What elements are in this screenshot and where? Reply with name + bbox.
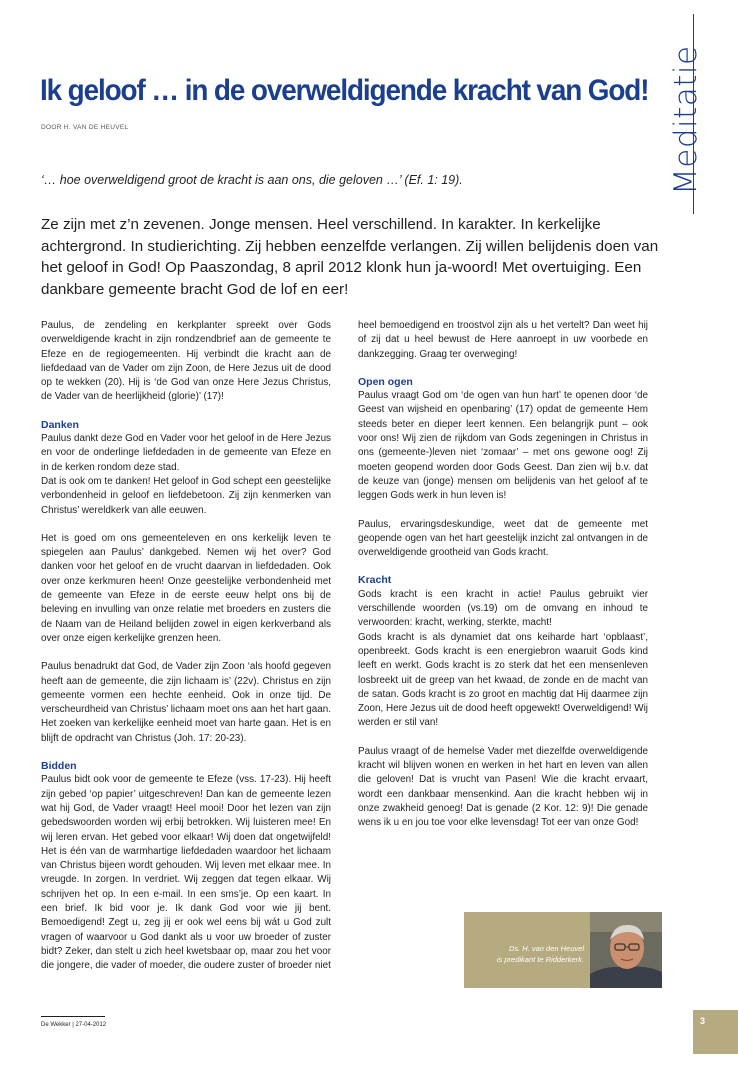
photo-caption-line: is predikant te Ridderkerk. <box>496 954 584 964</box>
paragraph: Gods kracht is een kracht in actie! Paulus gebruikt vier verschillende woorden (vs.19) om de omvang en inhoud te verwoorden: kracht, werking, sterkte, macht! <box>358 588 648 629</box>
heading-danken: Danken <box>41 418 79 431</box>
footer-rule <box>41 1016 105 1017</box>
section-label: Meditatie <box>668 45 704 195</box>
footer-publication: De Wekker | 27-04-2012 <box>41 1022 107 1028</box>
paragraph: Paulus vraagt of de hemelse Vader met diezelfde overweldigende kracht wil blijven wonen en werken in het hart en leven van allen die geloven! Dat is vrucht van Pasen! Wie die kracht ervaart, wordt een dankbaar mensenkind. Aan die kracht hebben wij in onze zwakheid genoeg! Dat is genade (2 Kor. 12: 9)! Die genade wens ik u en jou toe voor elke levensdag! Tot eer van onze God! <box>358 745 648 829</box>
article-title: Ik geloof … in de overweldigende kracht van God! <box>40 74 649 107</box>
portrait-image <box>590 912 662 988</box>
heading-open-ogen: Open ogen <box>358 375 413 388</box>
paragraph: Paulus, ervaringsdeskundige, weet dat de gemeente met geopende ogen van het hart geestelijk inzicht zal ontvangen in de overweldigende grootheid van Gods kracht. <box>358 518 648 559</box>
heading-kracht: Kracht <box>358 574 392 587</box>
left-column <box>41 319 331 973</box>
article-byline: DOOR H. VAN DE HEUVEL <box>41 124 129 131</box>
page-number: 3 <box>700 1016 706 1026</box>
paragraph: Paulus vraagt God om ‘de ogen van hun hart’ te openen door ‘de Geest van wijsheid en openbaring’ (17) opdat de gemeente Hem steeds beter en dieper leert kennen. Een belangrijk punt – ook voor ons! Wij zien de rijkdom van Gods zegeningen in Christus in ons (gemeente-)leven niet ‘zomaar’ – met ons gewone oog! Zij moeten geopend worden door Gods Geest. Dan zien wij b.v. dat de keuze van (jonge) mensen om belijdenis van het geloof af te leggen Gods werk in hun leven is! <box>358 390 648 502</box>
bible-verse: ‘… hoe overweldigend groot de kracht is aan ons, die geloven …’ (Ef. 1: 19). <box>41 173 463 187</box>
paragraph: Paulus, de zendeling en kerkplanter spreekt over Gods overweldigende kracht in zijn rondzendbrief aan de gemeente te Efeze en de regiogemeenten. Hij verbindt die kracht aan de liefdedaad van de Vader om zijn Zoon, de Here Jezus uit de dood op te wekken (20). Hij is ‘de God van onze Here Jezus Christus, de Vader van de heerlijkheid (glorie)’ (17)! <box>41 320 331 403</box>
photo-caption <box>466 944 584 965</box>
paragraph: Paulus dankt deze God en Vader voor het geloof in de Here Jezus en voor de onderlinge liefdedaden in de gemeente van Efeze en in de kerken rondom deze stad. <box>41 433 331 473</box>
paragraph: Paulus bidt ook voor de gemeente te Efeze (vss. 17-23). Hij heeft zijn gebed ‘op papier’ uitgeschreven! Dan kan de gemeente lezen wat hij God, de Vader vraagt! Heel mooi! Door het lezen van zijn gebedswoorden worden wij erbij betrokken. Wij luisteren mee! En wij leren ervan. Het gebed voor elkaar! Wij doen dat ongetwijfeld! Het is één van de warmhartige liefdedaden waardoor het lichaam van Christus bijeen wordt gehouden. Wij leven met elkaar mee. In vreugde. In zorgen. In verdriet. Wij zeggen dat tegen elkaar. Wij schrijven het op. In een e-mail. In een sms’je. Op een kaart. In een brief. Ik bid voor je. Ik dank God voor wie jij bent. Bemoedigend! Zegt u, zeg jij er ook wel eens bij wát u God zult vragen of waarvoor u God dankt als u voor uw broeder of zuster bidt? Zeker, dan stelt u zich heel kwetsbaar op, maar zou het voor die jongere, die vader of moeder, die oudere zuster of broeder niet <box>41 774 331 972</box>
paragraph: Het is goed om ons gemeenteleven en ons kerkelijk leven te spiegelen aan Paulus’ dankgebed. Nemen wij het over? God danken voor het geloof en de vrucht daarvan in liefdedaden. Ook over onze kerkmuren heen! Onze geestelijke verbondenheid met de gemeente van Efeze in de eerste eeuw helpt ons bij de beleving en invulling van onze relatie met broeders en zusters die de Naam van de Heiland belijden zowel in eigen kerkverband als over onze eigen kerkelijke grenzen heen. <box>41 532 331 644</box>
paragraph: Gods kracht is als dynamiet dat ons keiharde hart ‘opblaast’, openbreekt. Gods kracht is een energiebron waaruit Gods kind leeft en werkt. Gods kracht is zo sterk dat het een mensenleven losbreekt uit de greep van het kwaad, de zonde en de macht van de satan. Gods kracht is zo groot en machtig dat Hij daarmee zijn Zoon, Here Jezus uit de dood heeft opgewekt! Overweldigend! Wij werden er stil van! <box>358 631 648 729</box>
right-column <box>358 319 648 831</box>
heading-bidden: Bidden <box>41 760 77 773</box>
paragraph: Dat is ook om te danken! Het geloof in God schept een geestelijke verbondenheid in geloof en liefdebetoon. Zij zijn kenmerken van Christus’ wereldkerk van alle eeuwen. <box>41 475 331 516</box>
photo-caption-line: Ds. H. van den Heuvel <box>508 944 584 953</box>
article-intro: Ze zijn met z’n zevenen. Jonge mensen. Heel verschillend. In karakter. In kerkelijke achtergrond. In studierichting. Zij hebben eenzelfde verlangen. Zij willen belijdenis doen van het geloof in God! Op Paaszondag, 8 april 2012 klonk hun ja-woord! Met overtuiging. Een dankbare gemeente bracht God de lof en eer! <box>41 216 659 298</box>
paragraph: heel bemoedigend en troostvol zijn als u het vertelt? Dan weet hij of zij dat u heel bewust de Here aanroept in uw voorbede en dankzegging. Graag ter overweging! <box>358 320 648 360</box>
author-photo <box>590 912 662 988</box>
paragraph: Paulus benadrukt dat God, de Vader zijn Zoon ‘als hoofd gegeven heeft aan de gemeente, die zijn lichaam is’ (22v). Christus en zijn gemeente vormen een hechte eenheid. Ook in onze tijd. De verscheurdheid van Christus’ lichaam moet ons aan het hart gaan. Het zoeken van kerkelijke eenheid moet van harte gaan. Het is en blijft de opdracht van Christus (Joh. 17: 20-23). <box>41 661 332 744</box>
